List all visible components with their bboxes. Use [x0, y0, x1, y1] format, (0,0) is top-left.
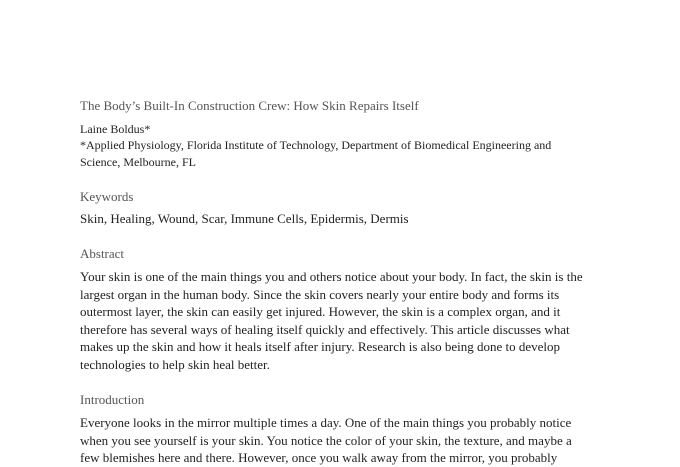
abstract-line: technologies to help skin heal better. [80, 356, 270, 372]
introduction-line: Everyone looks in the mirror multiple times a day. One of the main things you probably notice [80, 415, 572, 430]
abstract-line: therefore has several ways of healing itself quickly and effectively. This article discusses what [80, 321, 570, 337]
introduction-line: when you see yourself is your skin. You notice the color of your skin, the texture, and maybe a [80, 432, 572, 448]
abstract-line: Your skin is one of the main things you and others notice about your body. In fact, the skin is the [80, 269, 583, 284]
abstract-line: makes up the skin and how it heals itself after injury. Research is also being done to develop [80, 339, 561, 354]
abstract-line: largest organ in the human body. Since the skin covers nearly your entire body and forms its [80, 286, 560, 302]
abstract-heading: Abstract [80, 246, 125, 261]
abstract-line: outermost layer, the skin can easily get injured. However, the skin is a complex organ, and it [80, 304, 561, 319]
keywords-heading: Keywords [80, 189, 134, 204]
abstract-paragraph [80, 268, 610, 373]
affiliation-line: Science, Melbourne, FL [80, 155, 196, 169]
introduction-line: few blemishes here and there. However, once you walk away from the mirror, you probably [80, 450, 558, 465]
author-affiliation [80, 137, 580, 171]
keywords-list: Skin, Healing, Wound, Scar, Immune Cells, Epidermis, Dermis [80, 211, 409, 226]
article-title: The Body’s Built-In Construction Crew: How Skin Repairs Itself [80, 98, 419, 113]
introduction-heading: Introduction [80, 392, 145, 407]
article-page [80, 97, 610, 467]
affiliation-line: *Applied Physiology, Florida Institute of Technology, Department of Biomedical Engineering and [80, 138, 552, 152]
author-name: Laine Boldus* [80, 122, 151, 136]
